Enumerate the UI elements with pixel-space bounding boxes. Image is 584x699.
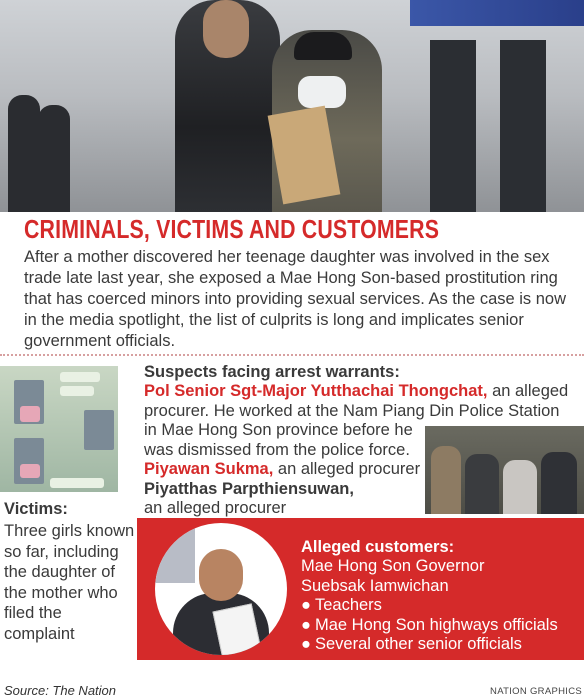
door-panel <box>430 40 476 212</box>
page-title: CRIMINALS, VICTIMS AND CUSTOMERS <box>24 214 440 244</box>
suspect-2-name: Piyawan Sukma, <box>144 460 274 478</box>
suspect-1-entry <box>144 382 584 421</box>
suspect-2-role: an alleged procurer <box>273 460 421 478</box>
suspect-1-role: an alleged procurer. He worked at the Nam Piang Din Police Station <box>144 382 569 420</box>
graphics-credit: NATION GRAPHICS <box>490 686 582 697</box>
suspects-heading: Suspects facing arrest warrants: <box>144 363 400 381</box>
customers-line-1: Mae Hong Son Governor <box>301 557 485 575</box>
section-divider <box>0 354 584 356</box>
victims-section <box>4 500 136 644</box>
suspect-3-role: an alleged procurer <box>144 499 287 517</box>
door-panel <box>500 40 546 212</box>
governor-photo <box>155 523 287 655</box>
customers-list <box>301 596 584 655</box>
bystander <box>8 95 40 212</box>
man-on-phone <box>175 0 280 212</box>
suspect-1-name: Pol Senior Sgt-Major Yutthachai Thongchat, <box>144 382 488 400</box>
header-photo <box>0 0 584 212</box>
bullet-icon: ● <box>301 596 311 614</box>
bullet-icon: ● <box>301 635 311 653</box>
court-photo <box>425 426 584 514</box>
customers-heading: Alleged customers: <box>301 538 455 556</box>
list-item: ● Several other senior officials <box>301 635 522 653</box>
list-item: ● Teachers <box>301 596 382 614</box>
intro-paragraph: After a mother discovered her teenage daughter was involved in the sex trade late last year, she exposed a Mae Hong Son-based prostitution ring that has coerced minors into providing sexual services. As the case is now in the media spotlight, the list of culprits is long and implicates senior government officials. <box>24 248 567 350</box>
victims-heading: Victims: <box>4 500 68 518</box>
customers-line-2: Suebsak Iamwichan <box>301 576 449 595</box>
suspect-1-more-1: in Mae Hong Son province before he <box>144 421 413 439</box>
victims-text: Three girls known so far, including the daughter of the mother who filed the complaint <box>4 522 135 643</box>
list-item: ● Mae Hong Son highways officials <box>301 615 558 634</box>
customers-section <box>301 538 584 655</box>
signboard <box>410 0 584 26</box>
source-caption: Source: The Nation <box>4 683 117 698</box>
bullet-icon: ● <box>301 615 311 634</box>
chat-screenshot-image <box>0 366 118 492</box>
suspect-1-more-2: was dismissed from the police force. <box>144 440 410 459</box>
suspect-3-name: Piyatthas Parpthiensuwan, <box>144 479 354 498</box>
bystander <box>38 105 70 212</box>
